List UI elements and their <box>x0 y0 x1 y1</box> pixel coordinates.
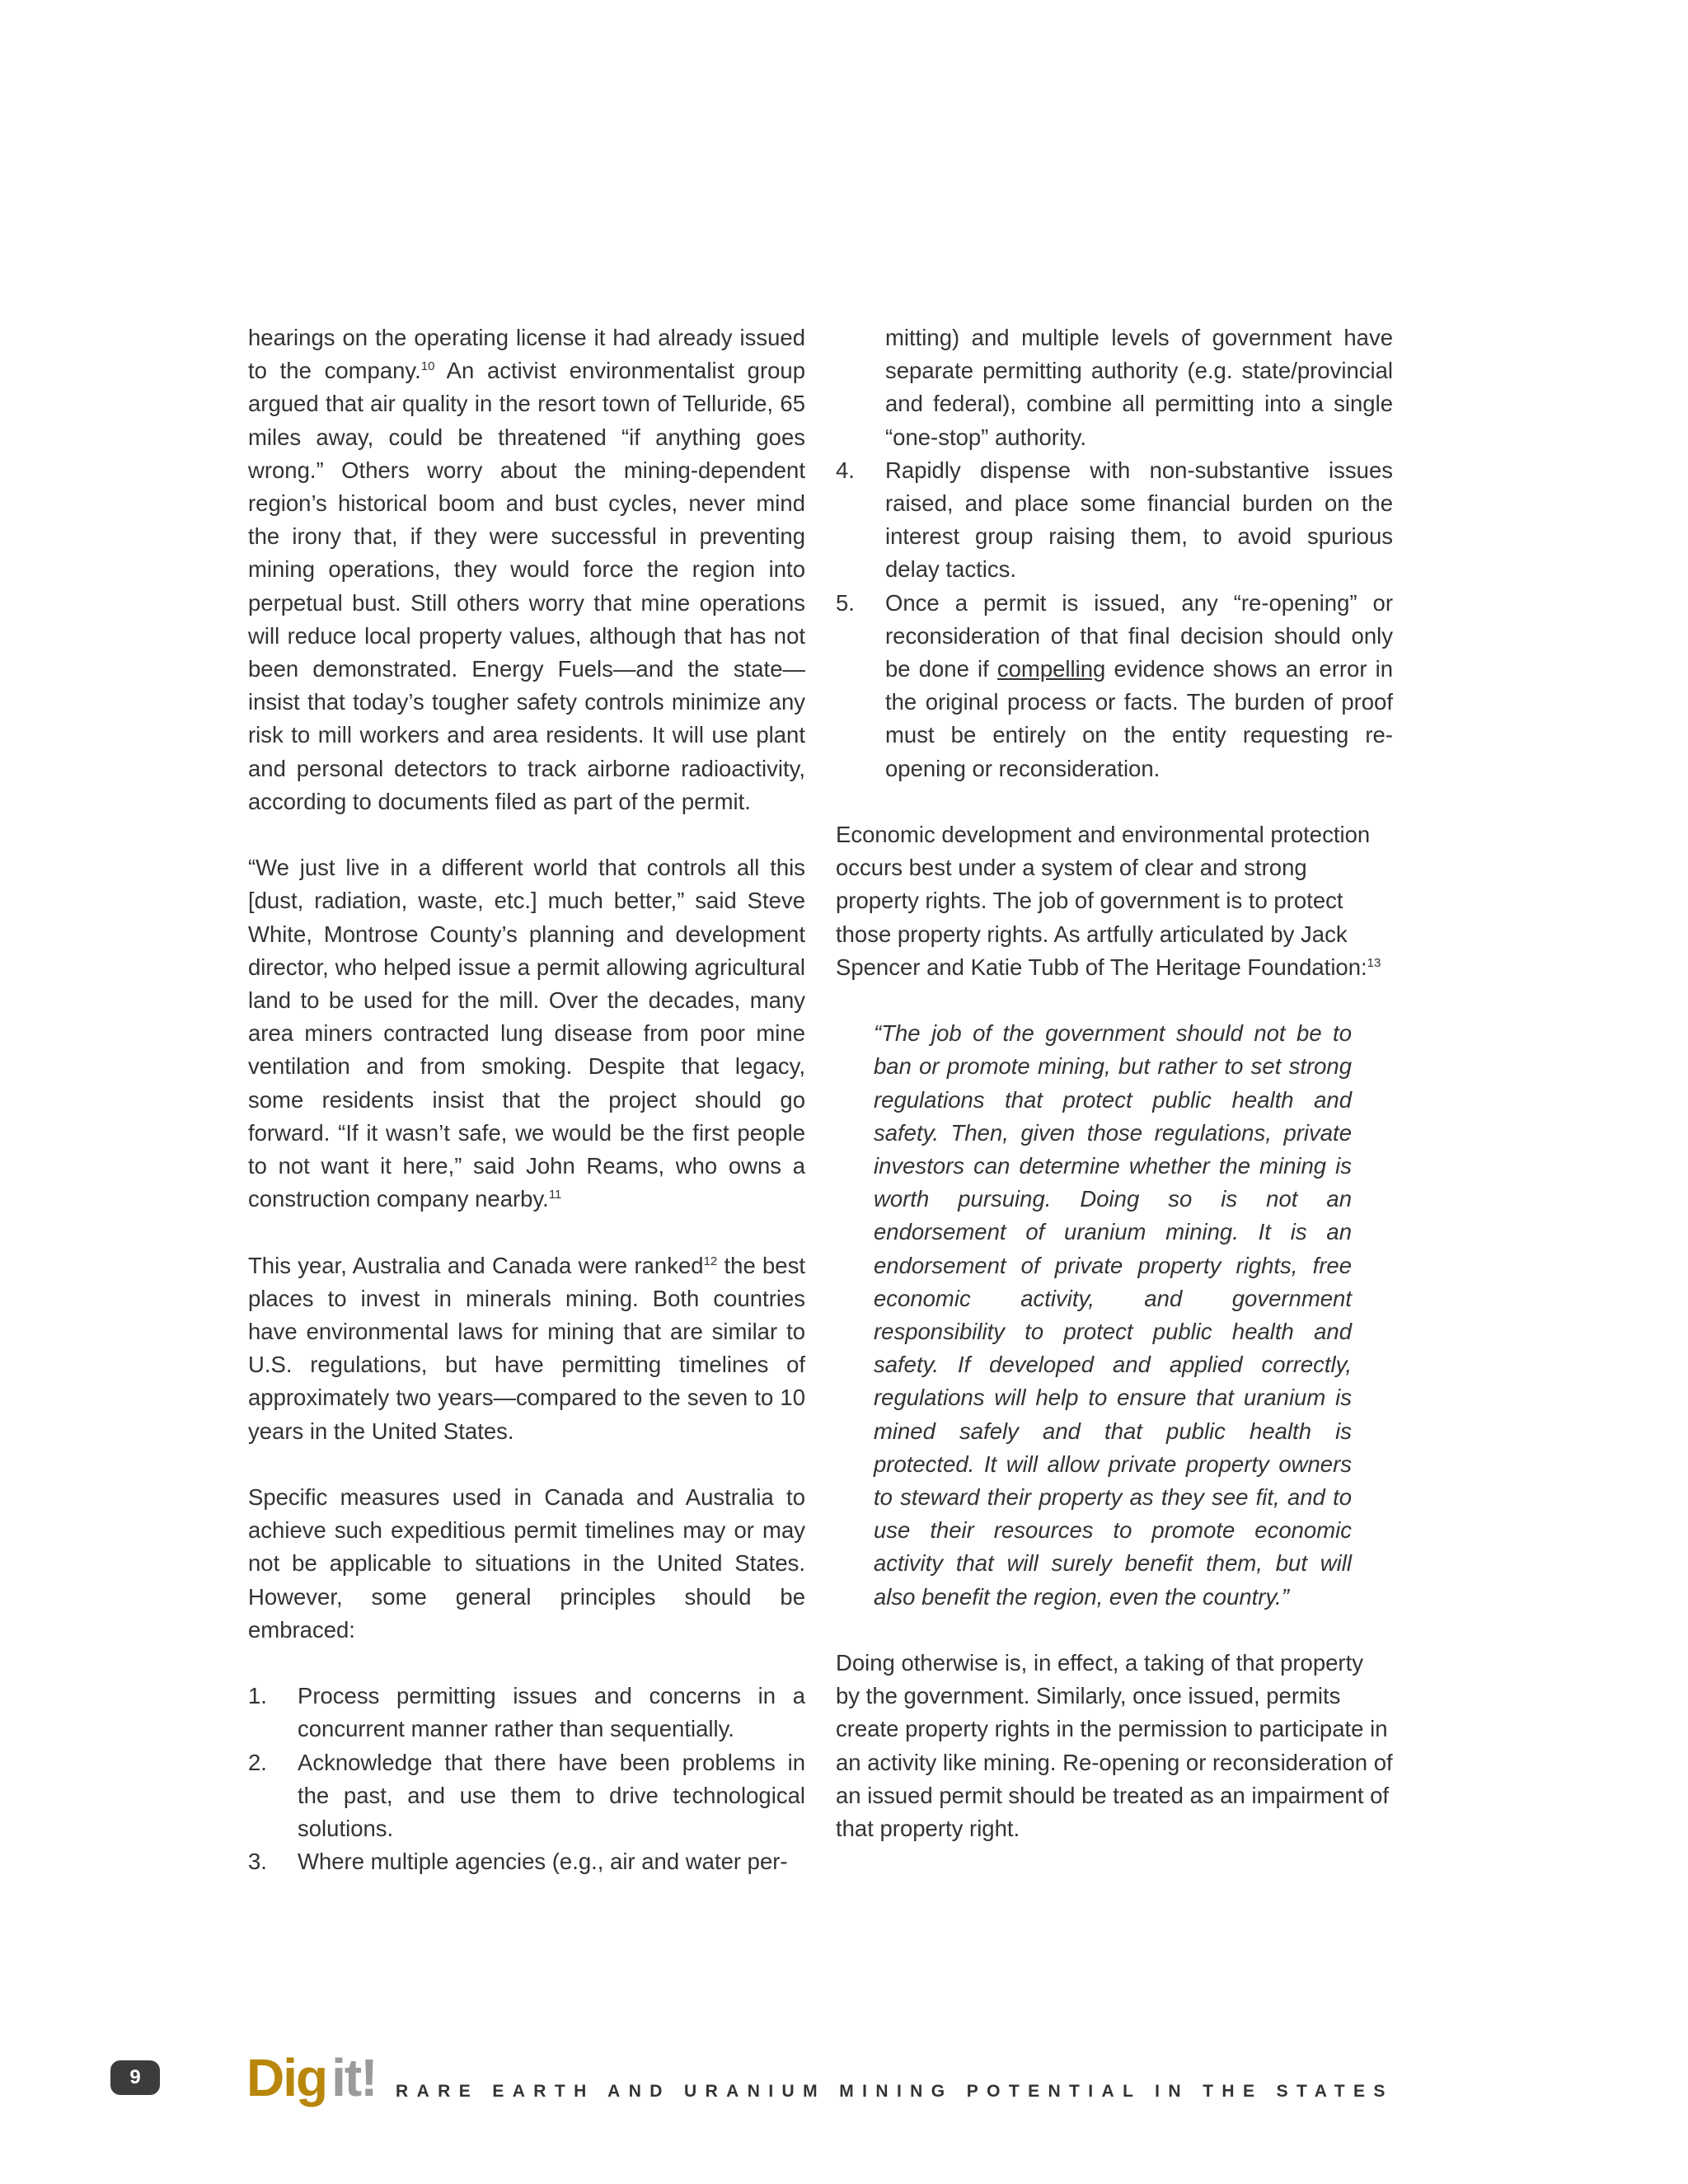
page-number-badge: 9 <box>110 2060 160 2095</box>
list-item: 2. Acknowledge that there have been problems in the past, and use them to drive technological solutions. <box>248 1749 805 1842</box>
paragraph: Specific measures used in Canada and Australia to achieve such expeditious permit timelines may or may not be applicable to situations in the United States. However, some general principles should be embraced: <box>248 1484 805 1643</box>
list-item-continuation: mitting) and multiple levels of government have separate permitting authority (e.g. state/provincial and federal), combine all permitting into a single “one-stop” authority. <box>885 325 1393 450</box>
footnote-ref: 13 <box>1367 955 1381 970</box>
page-footer <box>0 2044 1688 2126</box>
list-item: 4. Rapidly dispense with non-substantive issues raised, and place some financial burden on the interest group raising them, to avoid spurious delay tactics. <box>836 457 1393 583</box>
principles-list <box>248 1680 805 1878</box>
underlined-word: compelling <box>996 656 1106 682</box>
right-column <box>836 321 1393 1878</box>
list-item: 3. Where multiple agencies (e.g., air and water per- <box>248 1849 788 1875</box>
paragraph: Doing otherwise is, in effect, a taking of that property by the government. Similarly, once issued, permits create property rights in the permission to participate in an activity like mining. Re-opening or reconsideration of an issued permit should be treated as an impairment of that property right. <box>836 1650 1393 1842</box>
paragraph: hearings on the operating license it had already issued to the company.$^{10}$ An activist environmentalist group argued that air quality in the resort town of Telluride, 65 miles away, could be threatened “if anything goes wrong.” Others worry about the mining-dependent region’s historical boom and bust cycles, never mind the irony that, if they were successful in preventing mining operations, they would force the region into perpetual bust. Still others worry that mine operations will reduce local property values, although that has not been demonstrated. Energy Fuels—and the state—insist that today’s tougher safety controls minimize any risk to mill workers and area residents. It will use plant and personal detectors to track airborne radioactivity, according to documents filed as part of the permit. <box>248 325 805 814</box>
paragraph: “We just live in a different world that controls all this [dust, radiation, waste, etc.] much better,” said Steve White, Montrose County’s planning and development director, who helped issue a permit allowing agricultural land to be used for the mill. Over the decades, many area miners contracted lung disease from poor mine ventilation and from smoking. Despite that legacy, some residents insist that the project should go forward. “If it wasn’t safe, we would be the first people to not want it here,” said John Reams, who owns a construction company nearby.$^{11}$ <box>248 855 805 1212</box>
paragraph: This year, Australia and Canada were ranked$^{12}$ the best places to invest in minerals mining. Both countries have environmental laws for mining that are similar to U.S. regulations, but have permitting timelines of approximately two years—compared to the seven to 10 years in the United States. <box>248 1252 805 1444</box>
block-quote: “The job of the government should not be to ban or promote mining, but rather to set strong regulations that protect public health and safety. Then, given those regulations, private investors can determine whether the mining is worth pursuing. Doing so is not an endorsement of uranium mining. It is an endorsement of private property rights, free economic activity, and government responsibility to protect public health and safety. If developed and applied correctly, regulations will help to ensure that uranium is mined safely and that public health is protected. It will allow private property owners to steward their property as they see fit, and to use their resources to promote economic activity that will surely benefit them, but will also benefit the region, even the country.” <box>874 1020 1352 1610</box>
footnote-ref: 10 <box>420 359 435 374</box>
list-item: 5. Once a permit is issued, any “re-opening” or reconsideration of that final decision should only be done if compelling evidence shows an error in the original process or facts. The burden of proof must be entirely on the entity requesting re-opening or reconsideration. <box>836 589 1394 781</box>
paragraph: Economic development and environmental protection occurs best under a system of clear and strong property rights. The job of government is to protect those property rights. As artfully articulated by Jack Spencer and Katie Tubb of The Heritage Foundation:$^{13}$ <box>836 822 1381 980</box>
footnote-ref: 11 <box>548 1188 562 1202</box>
footnote-ref: 12 <box>703 1254 718 1268</box>
dig-it-logo: Digit! <box>246 2048 377 2107</box>
left-column <box>248 321 805 1878</box>
principles-list-continued <box>836 454 1393 785</box>
list-item: 1. Process permitting issues and concerns in a concurrent manner rather than sequentially. <box>248 1683 805 1742</box>
publication-tagline: RARE EARTH AND URANIUM MINING POTENTIAL IN THE STATES <box>396 2082 1394 2101</box>
